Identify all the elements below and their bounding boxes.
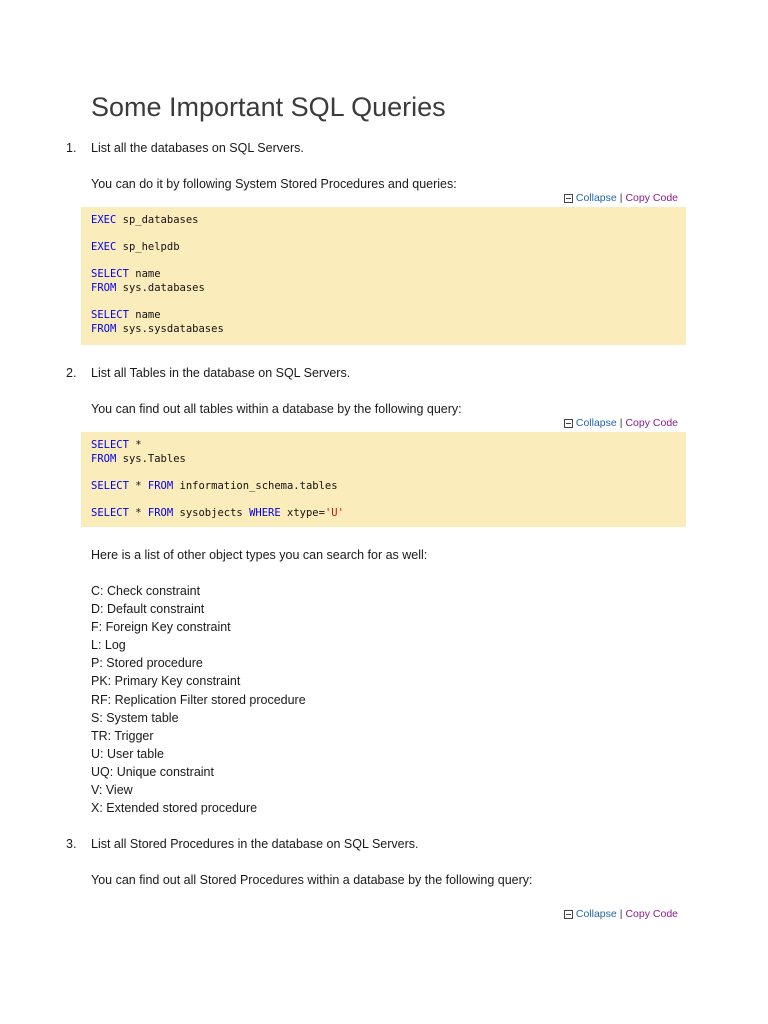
object-types-list: [91, 582, 306, 817]
code-toolbar: [564, 417, 678, 429]
sql-string: 'U': [324, 506, 344, 519]
code-block: [81, 207, 686, 345]
code-line: [91, 453, 686, 467]
section-intro: You can do it by following System Stored Procedures and queries:: [91, 177, 457, 191]
sql-text: sys.databases: [116, 281, 205, 294]
object-types-intro: Here is a list of other object types you can search for as well:: [91, 548, 428, 562]
sql-text: sp_databases: [116, 214, 199, 226]
toolbar-separator: |: [619, 417, 623, 429]
code-line: [91, 493, 686, 507]
list-item: RF: Replication Filter stored procedure: [91, 692, 306, 707]
sql-keyword: FROM: [91, 322, 117, 335]
sql-text: *: [128, 479, 148, 492]
list-item: P: Stored procedure: [91, 656, 203, 671]
copy-code-link[interactable]: Copy Code: [625, 192, 678, 204]
sql-keyword: WHERE: [249, 506, 281, 519]
code-line: [91, 480, 686, 494]
code-line: [91, 323, 686, 337]
sql-keyword: FROM: [91, 452, 117, 465]
page-title: Some Important SQL Queries: [91, 92, 446, 122]
sql-text: name: [128, 309, 161, 322]
sql-keyword: EXEC: [91, 214, 117, 226]
list-item: PK: Primary Key constraint: [91, 674, 241, 689]
list-number: 1.: [66, 141, 77, 155]
list-item: V: View: [91, 783, 133, 798]
section-heading: List all Stored Procedures in the database on SQL Servers.: [91, 837, 419, 851]
toolbar-separator: |: [619, 908, 623, 920]
sql-text: *: [128, 506, 148, 519]
list-item: D: Default constraint: [91, 602, 205, 617]
code-line: [91, 507, 686, 521]
code-line: [91, 268, 686, 282]
list-item: U: User table: [91, 746, 164, 761]
copy-code-link[interactable]: Copy Code: [625, 908, 678, 920]
code-line: [91, 282, 686, 296]
toolbar-separator: |: [619, 192, 623, 204]
section-intro: You can find out all Stored Procedures within a database by the following query:: [91, 873, 533, 887]
code-line: [91, 439, 686, 453]
code-toolbar: [564, 192, 678, 204]
sql-text: sys.sysdatabases: [116, 322, 224, 335]
collapse-link[interactable]: Collapse: [575, 417, 617, 429]
sql-keyword: SELECT: [91, 268, 129, 281]
sql-keyword: SELECT: [91, 479, 129, 492]
list-number: 2.: [66, 366, 77, 380]
code-line: [91, 214, 686, 228]
collapse-box-icon[interactable]: [564, 910, 573, 919]
sql-keyword: FROM: [147, 479, 174, 492]
sql-text: sysobjects: [173, 506, 250, 519]
list-item: L: Log: [91, 638, 126, 653]
sql-text: sp_helpdb: [116, 241, 180, 254]
code-line: [91, 296, 686, 310]
list-item: TR: Trigger: [91, 728, 154, 743]
collapse-link[interactable]: Collapse: [575, 908, 617, 920]
list-item: UQ: Unique constraint: [91, 764, 214, 779]
sql-text: name: [128, 268, 161, 281]
sql-keyword: SELECT: [91, 506, 129, 519]
code-line: [91, 466, 686, 480]
copy-code-link[interactable]: Copy Code: [625, 417, 678, 429]
list-item: F: Foreign Key constraint: [91, 620, 231, 635]
code-toolbar: [564, 908, 678, 920]
list-number: 3.: [66, 837, 77, 851]
collapse-box-icon[interactable]: [564, 194, 573, 203]
sql-keyword: FROM: [91, 281, 117, 294]
section-heading: List all the databases on SQL Servers.: [91, 141, 304, 155]
list-item: X: Extended stored procedure: [91, 801, 258, 816]
code-line: [91, 309, 686, 323]
sql-keyword: SELECT: [91, 309, 129, 322]
code-block: [81, 432, 686, 527]
sql-text: sys.Tables: [116, 452, 186, 465]
sql-text: information_schema.tables: [173, 479, 338, 492]
sql-text: xtype=: [280, 506, 325, 519]
collapse-link[interactable]: Collapse: [575, 192, 617, 204]
collapse-box-icon[interactable]: [564, 419, 573, 428]
code-line: [91, 228, 686, 242]
sql-text: *: [128, 439, 142, 451]
code-line: [91, 241, 686, 255]
sql-keyword: SELECT: [91, 439, 129, 451]
code-line: [91, 255, 686, 269]
list-item: C: Check constraint: [91, 584, 201, 598]
list-item: S: System table: [91, 710, 179, 725]
sql-keyword: FROM: [147, 506, 174, 519]
section-intro: You can find out all tables within a database by the following query:: [91, 402, 462, 416]
sql-keyword: EXEC: [91, 241, 117, 254]
section-heading: List all Tables in the database on SQL Servers.: [91, 366, 351, 380]
